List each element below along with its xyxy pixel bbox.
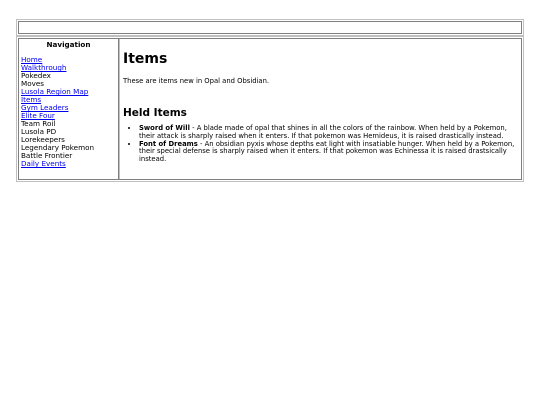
page-title: Items [123,51,168,67]
nav-item-legendary-pokemon: Legendary Pokemon [21,143,95,152]
held-items-list [123,125,517,164]
nav-link-daily-events[interactable]: Daily Events [21,159,66,168]
section-title-held-items: Held Items [123,107,187,119]
header-frame [18,21,522,34]
list-item [139,141,517,164]
item-description: - A blade made of opal that shines in all the colors of the rainbow. When held by a Pokemon, their attack is sharply raised when it enters. If that pokemon was Hemideus, it is raised drastically instead. [139,124,507,140]
list-item [139,125,517,141]
item-name: Sword of Will [139,124,190,132]
nav-link-elite-four[interactable]: Elite Four [21,111,55,120]
nav-link-gym-leaders[interactable]: Gym Leaders [21,103,69,112]
navigation-sidebar [19,39,119,179]
nav-item-pokedex: Pokedex [21,71,51,80]
nav-link-walkthrough[interactable]: Walkthrough [21,63,67,72]
nav-item-team-roil: Team Roil [21,119,56,128]
main-content [119,39,521,179]
item-description: - An obsidian pyxis whose depths eat light with insatiable hunger. When held by a Pokemon, their special defense is sharply raised when it enters. If that pokemon was Echinessa it is raised drastsically instead. [139,139,515,164]
navigation-title: Navigation [46,40,91,49]
item-name: Font of Dreams [139,139,198,148]
intro-text: These are items new in Opal and Obsidian. [123,77,270,85]
navigation-list [21,56,116,168]
nav-item-battle-frontier: Battle Frontier [21,151,73,160]
nav-item-lorekeepers: Lorekeepers [21,135,65,144]
page-layout-table [18,38,522,180]
nav-link-items[interactable]: Items [21,95,42,104]
nav-link-home[interactable]: Home [21,55,43,64]
nav-item-moves: Moves [21,79,45,88]
nav-item-lusola-pd: Lusola PD [21,127,57,136]
nav-link-region-map[interactable]: Lusola Region Map [21,87,89,96]
